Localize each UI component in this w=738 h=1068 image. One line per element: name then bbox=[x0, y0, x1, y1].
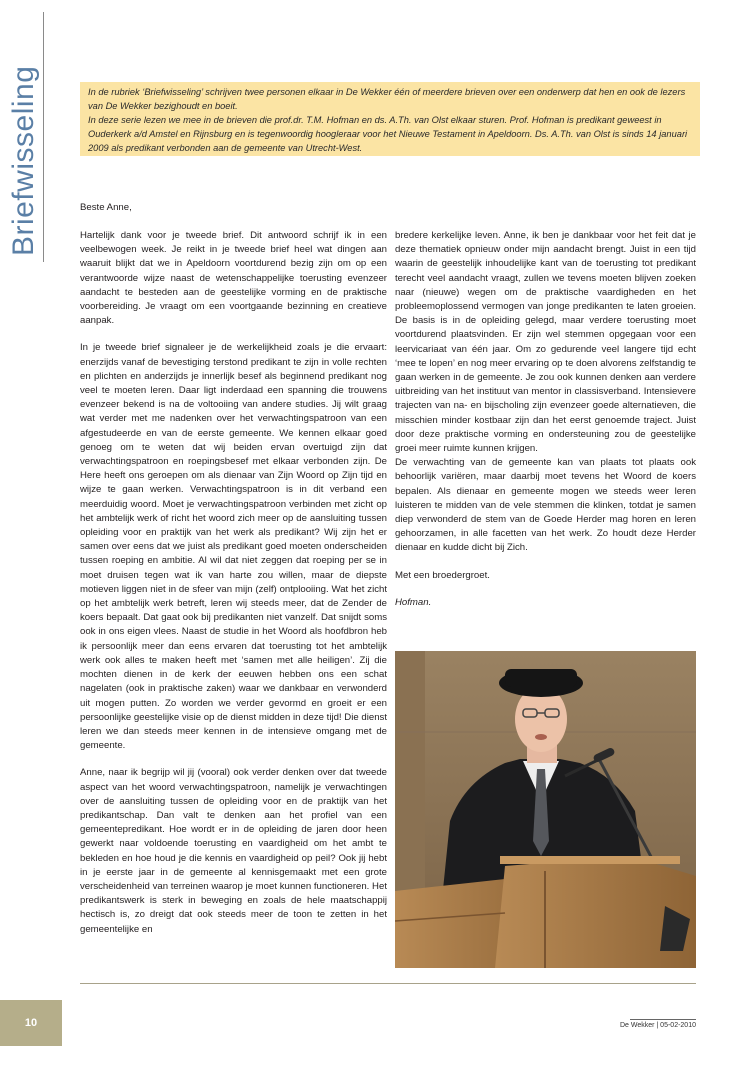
intro-line-2: In deze serie lezen we mee in de brieven die prof.dr. T.M. Hofman en ds. A.Th. van Olst elkaar sturen. Prof. Hofman is predikant geweest in Ouderkerk a/d Amstel en Rijnsburg en is tegenwoordig hoogleraar voor het Nieuwe Testament in Apeldoorn. Ds. A.Th. van Olst is sinds 14 januari 2009 als predikant verbonden aan de gemeente van Utrecht-West. bbox=[88, 115, 688, 153]
column-right bbox=[395, 229, 696, 623]
intro-line-1: In de rubriek ‘Briefwisseling’ schrijven twee personen elkaar in De Wekker één of meerdere brieven over een onderwerp dat hen en ook de lezers van De Wekker bezighoudt en boeit. bbox=[88, 87, 686, 111]
intro-box bbox=[80, 82, 700, 156]
letter-paragraph-5: De verwachting van de gemeente kan van plaats tot plaats ook behoorlijk variëren, maar daarbij moet tevens het Woord de koers bepalen. Als dienaar en gemeente mogen we steeds weer leren luisteren te midden van de vele stemmen die klinken, totdat je samen diep verwonderd de stem van de Goede Herder mag horen en leren gehoorzamen, in alle facetten van het werk. Zo houdt deze Herder dienaar en kudde dicht bij Zich. bbox=[395, 457, 696, 554]
column-left bbox=[80, 229, 387, 937]
letter-paragraph-4: bredere kerkelijke leven. Anne, ik ben je dankbaar voor het feit dat je deze thematiek opnieuw onder mijn aandacht brengt. Juist in een tijd waarin de geestelijk inhoudelijke kant van de toerusting tot predikant terecht veel aandacht vraagt, zullen we tevens moeten blijven zoeken naar (nieuwe) wegen om de praktische vaardigheden en het probleemoplossend vermogen van jonge predikanten te laten groeien. De basis is in de opleiding gelegd, maar verdere toerusting moet voortdurend plaatsvinden. Er zijn wel stemmen opgegaan voor een leervicariaat van één jaar. Om zo gedurende veel langere tijd echt ‘mee te lopen’ en nog meer ervaring op te doen alvorens zelfstandig te gaan werken in de gemeente. Je zou ook kunnen denken aan verdere uitbreiding van het instituut van mentor in classisverband. Intensievere trajecten van na- en bijscholing zijn evenzeer goede alternatieven, die misschien minder kostbaar zijn dan het eerst genoemde traject. Juist door deze praktische vorming en ondersteuning zou de geestelijke groei meer ruimte kunnen krijgen. bbox=[395, 230, 696, 455]
bottom-rule bbox=[80, 983, 696, 984]
letter-paragraph-2: In je tweede brief signaleer je de werkelijkheid zoals je die ervaart: enerzijds vanaf de bevestiging terstond predikant te zijn in volle rechten en plichten en anderzijds je innerlijk besef als beginnend predikant nog veel te moeten leren. Daar ligt inderdaad een spanning die trouwens evenzeer bekend is na de voltooiing van andere studies. Jij wilt graag wat verder met me nadenken over het verwachtingspatroon van een afgestudeerde en van de eerste gemeente. We kennen elkaar goed genoeg om te weten dat wij beiden ervan overtuigd zijn dat verwachtingspatroon en roepingsbesef met elkaar verbonden zijn. De Here heeft ons geroepen om als dienaar van Zijn Woord op Zijn tijd en wijze te gaan werken. Verwachtingspatroon is in dit verband een meerduidig woord. Moet je verwachtingspatroon verbinden met zicht op het ambtelijk werk of richt het woord zich meer op de aansluiting tussen opleiding voor en praktijk van het werk als predikant? Wij zijn het er samen over eens dat we juist als predikant goed moeten onderscheiden tussen roeping en ambitie. Al wil dat niet zeggen dat roeping per se in moet druisen tegen wat ik van harte zou willen, maar de diepste motieven liggen niet in de sfeer van mijn (zelf) ontplooiing. Wat het zicht op het ambtelijk werk betreft, leren wij steeds meer, dat de Zender de koers bepaalt. Dat gaat ook bij predikanten niet vanzelf. Dat snijdt soms ook in ons eigen vlees. Naast de studie in het Woord als hoofdbron heb ik persoonlijk meer dan eens ervaren dat toerusting tot het ambtelijk werk ook alles te maken heeft met ‘samen met alle heiligen’. Zij die mochten dienen in de kerk der eeuwen hebben ons een schat nagelaten (ook in praktische zaken) waar we dankbaar en verwonderd uit mogen putten. Zo worden we verder gevormd en groeit er een persoonlijke geestelijke visie op de dienst midden in deze tijd! Die dienst leren we dan steeds meer kennen in de intensieve omgang met de gemeente. bbox=[80, 342, 387, 752]
letter-closing: Met een broedergroet. bbox=[395, 569, 490, 581]
section-title: Briefwisseling bbox=[7, 65, 40, 256]
page-number: 10 bbox=[0, 1000, 62, 1046]
letter-paragraph-3: Anne, naar ik begrijp wil jij (vooral) ook verder denken over dat tweede aspect van het woord verwachtingspatroon, namelijk je verwachtingen over de aansluiting tussen de opleiding voor en de praktijk van het predikantschap. Dan valt te denken aan het profiel van een gemeentepredikant. Hoe wordt er in de opleiding de jaren door heen gewerkt naar voldoende toerusting en vaardigheid om het ambt te bekleden en hoe houd je die kennis en vaardigheid op peil? Ook jij hebt in je eerste jaar in de gemeente al kennisgemaakt met een grote verscheidenheid van terreinen waarop je moet kunnen functioneren. Het predikantswerk is sterk in beweging en zoals de hele maatschappij hectisch is, zo dreigt dat ook steeds meer de toon te zetten in het gemeentelijke en bbox=[80, 767, 387, 935]
letter-signature: Hofman. bbox=[395, 596, 432, 608]
footer-rule bbox=[630, 1019, 696, 1020]
speaker-photo-illustration bbox=[395, 651, 696, 968]
speaker-photo bbox=[395, 651, 696, 968]
side-rule bbox=[43, 12, 44, 262]
publication-footer: De Wekker | 05-02-2010 bbox=[619, 1022, 696, 1029]
letter-greeting: Beste Anne, bbox=[80, 202, 132, 213]
letter-paragraph-1: Hartelijk dank voor je tweede brief. Dit antwoord schrijf ik in een veelbewogen week. Je reikt in je tweede brief heel wat dingen aan waaruit blijkt dat we in Apeldoorn voortdurend bezig zijn om op een verantwoorde wijze naast de wetenschappelijke toerusting evenzeer aandacht te besteden aan de geestelijke vorming en de praktische voorbereiding. Je vraagt om een voortgaande bezinning en creatieve aanpak. bbox=[80, 230, 387, 327]
